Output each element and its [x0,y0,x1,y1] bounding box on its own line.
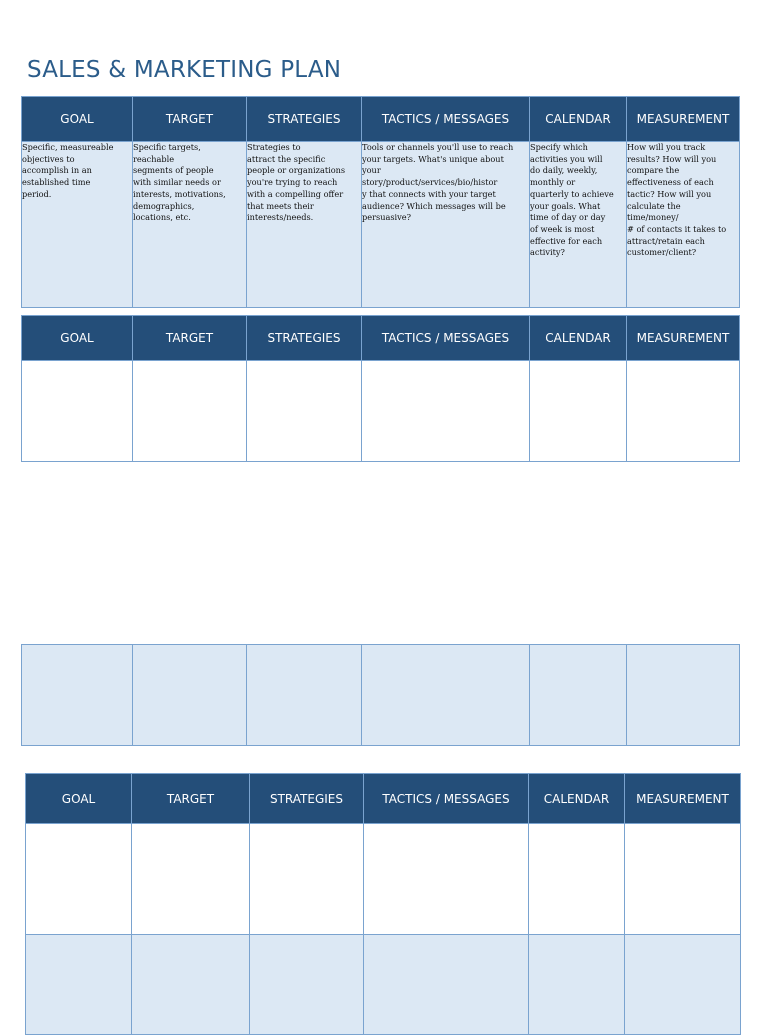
cell-calendar[interactable] [530,645,627,746]
cell-strategies[interactable] [250,824,364,935]
header-calendar: CALENDAR [530,316,627,361]
header-strategies: STRATEGIES [250,774,364,824]
cell-strategies[interactable] [247,645,362,746]
header-strategies: STRATEGIES [247,316,362,361]
cell-strategies[interactable] [247,361,362,462]
header-goal: GOAL [22,316,133,361]
desc-goal[interactable]: Specific, measureable objectives to accomplish in an established time period. [22,142,133,308]
page-title: SALES & MARKETING PLAN [27,57,342,83]
cell-measurement[interactable] [625,935,741,1035]
cell-calendar[interactable] [529,935,625,1035]
table-row [26,935,741,1035]
plan-table-3 [21,644,740,746]
desc-target[interactable]: Specific targets, reachable segments of people with similar needs or interests, motivations, demographics, locations, etc. [133,142,247,308]
table-row [22,361,740,462]
plan-table-2 [21,315,740,462]
desc-measurement[interactable]: How will you track results? How will you compare the effectiveness of each tactic? How will you calculate the time/money/ # of contacts it takes to attract/retain each customer/client? [627,142,740,308]
desc-tactics-messages[interactable]: Tools or channels you'll use to reach your targets. What's unique about your story/product/services/bio/histor y that connects with your target audience? Which messages will be persuasive? [362,142,530,308]
description-row [22,142,740,308]
plan-table-4 [25,773,741,1035]
desc-calendar[interactable]: Specify which activities you will do daily, weekly, monthly or quarterly to achieve your goals. What time of day or day of week is most effective for each activity? [530,142,627,308]
cell-measurement[interactable] [627,645,740,746]
cell-target[interactable] [132,935,250,1035]
cell-target[interactable] [133,361,247,462]
cell-goal[interactable] [26,824,132,935]
cell-calendar[interactable] [530,361,627,462]
header-tactics-messages: TACTICS / MESSAGES [362,316,530,361]
cell-tactics-messages[interactable] [364,824,529,935]
plan-table-guide [21,96,740,308]
header-tactics-messages: TACTICS / MESSAGES [362,97,530,142]
header-measurement: MEASUREMENT [627,316,740,361]
header-row [22,316,740,361]
cell-target[interactable] [132,824,250,935]
cell-goal[interactable] [26,935,132,1035]
header-calendar: CALENDAR [529,774,625,824]
header-row [22,97,740,142]
header-tactics-messages: TACTICS / MESSAGES [364,774,529,824]
header-target: TARGET [133,316,247,361]
desc-strategies[interactable]: Strategies to attract the specific people or organizations you're trying to reach with a compelling offer that meets their interests/needs. [247,142,362,308]
cell-strategies[interactable] [250,935,364,1035]
cell-goal[interactable] [22,645,133,746]
table-row [26,824,741,935]
header-goal: GOAL [22,97,133,142]
cell-tactics-messages[interactable] [362,361,530,462]
header-measurement: MEASUREMENT [625,774,741,824]
cell-tactics-messages[interactable] [364,935,529,1035]
header-row [26,774,741,824]
header-target: TARGET [132,774,250,824]
header-target: TARGET [133,97,247,142]
header-calendar: CALENDAR [530,97,627,142]
header-measurement: MEASUREMENT [627,97,740,142]
header-goal: GOAL [26,774,132,824]
cell-measurement[interactable] [627,361,740,462]
cell-target[interactable] [133,645,247,746]
table-row [22,645,740,746]
cell-goal[interactable] [22,361,133,462]
cell-tactics-messages[interactable] [362,645,530,746]
cell-calendar[interactable] [529,824,625,935]
header-strategies: STRATEGIES [247,97,362,142]
cell-measurement[interactable] [625,824,741,935]
